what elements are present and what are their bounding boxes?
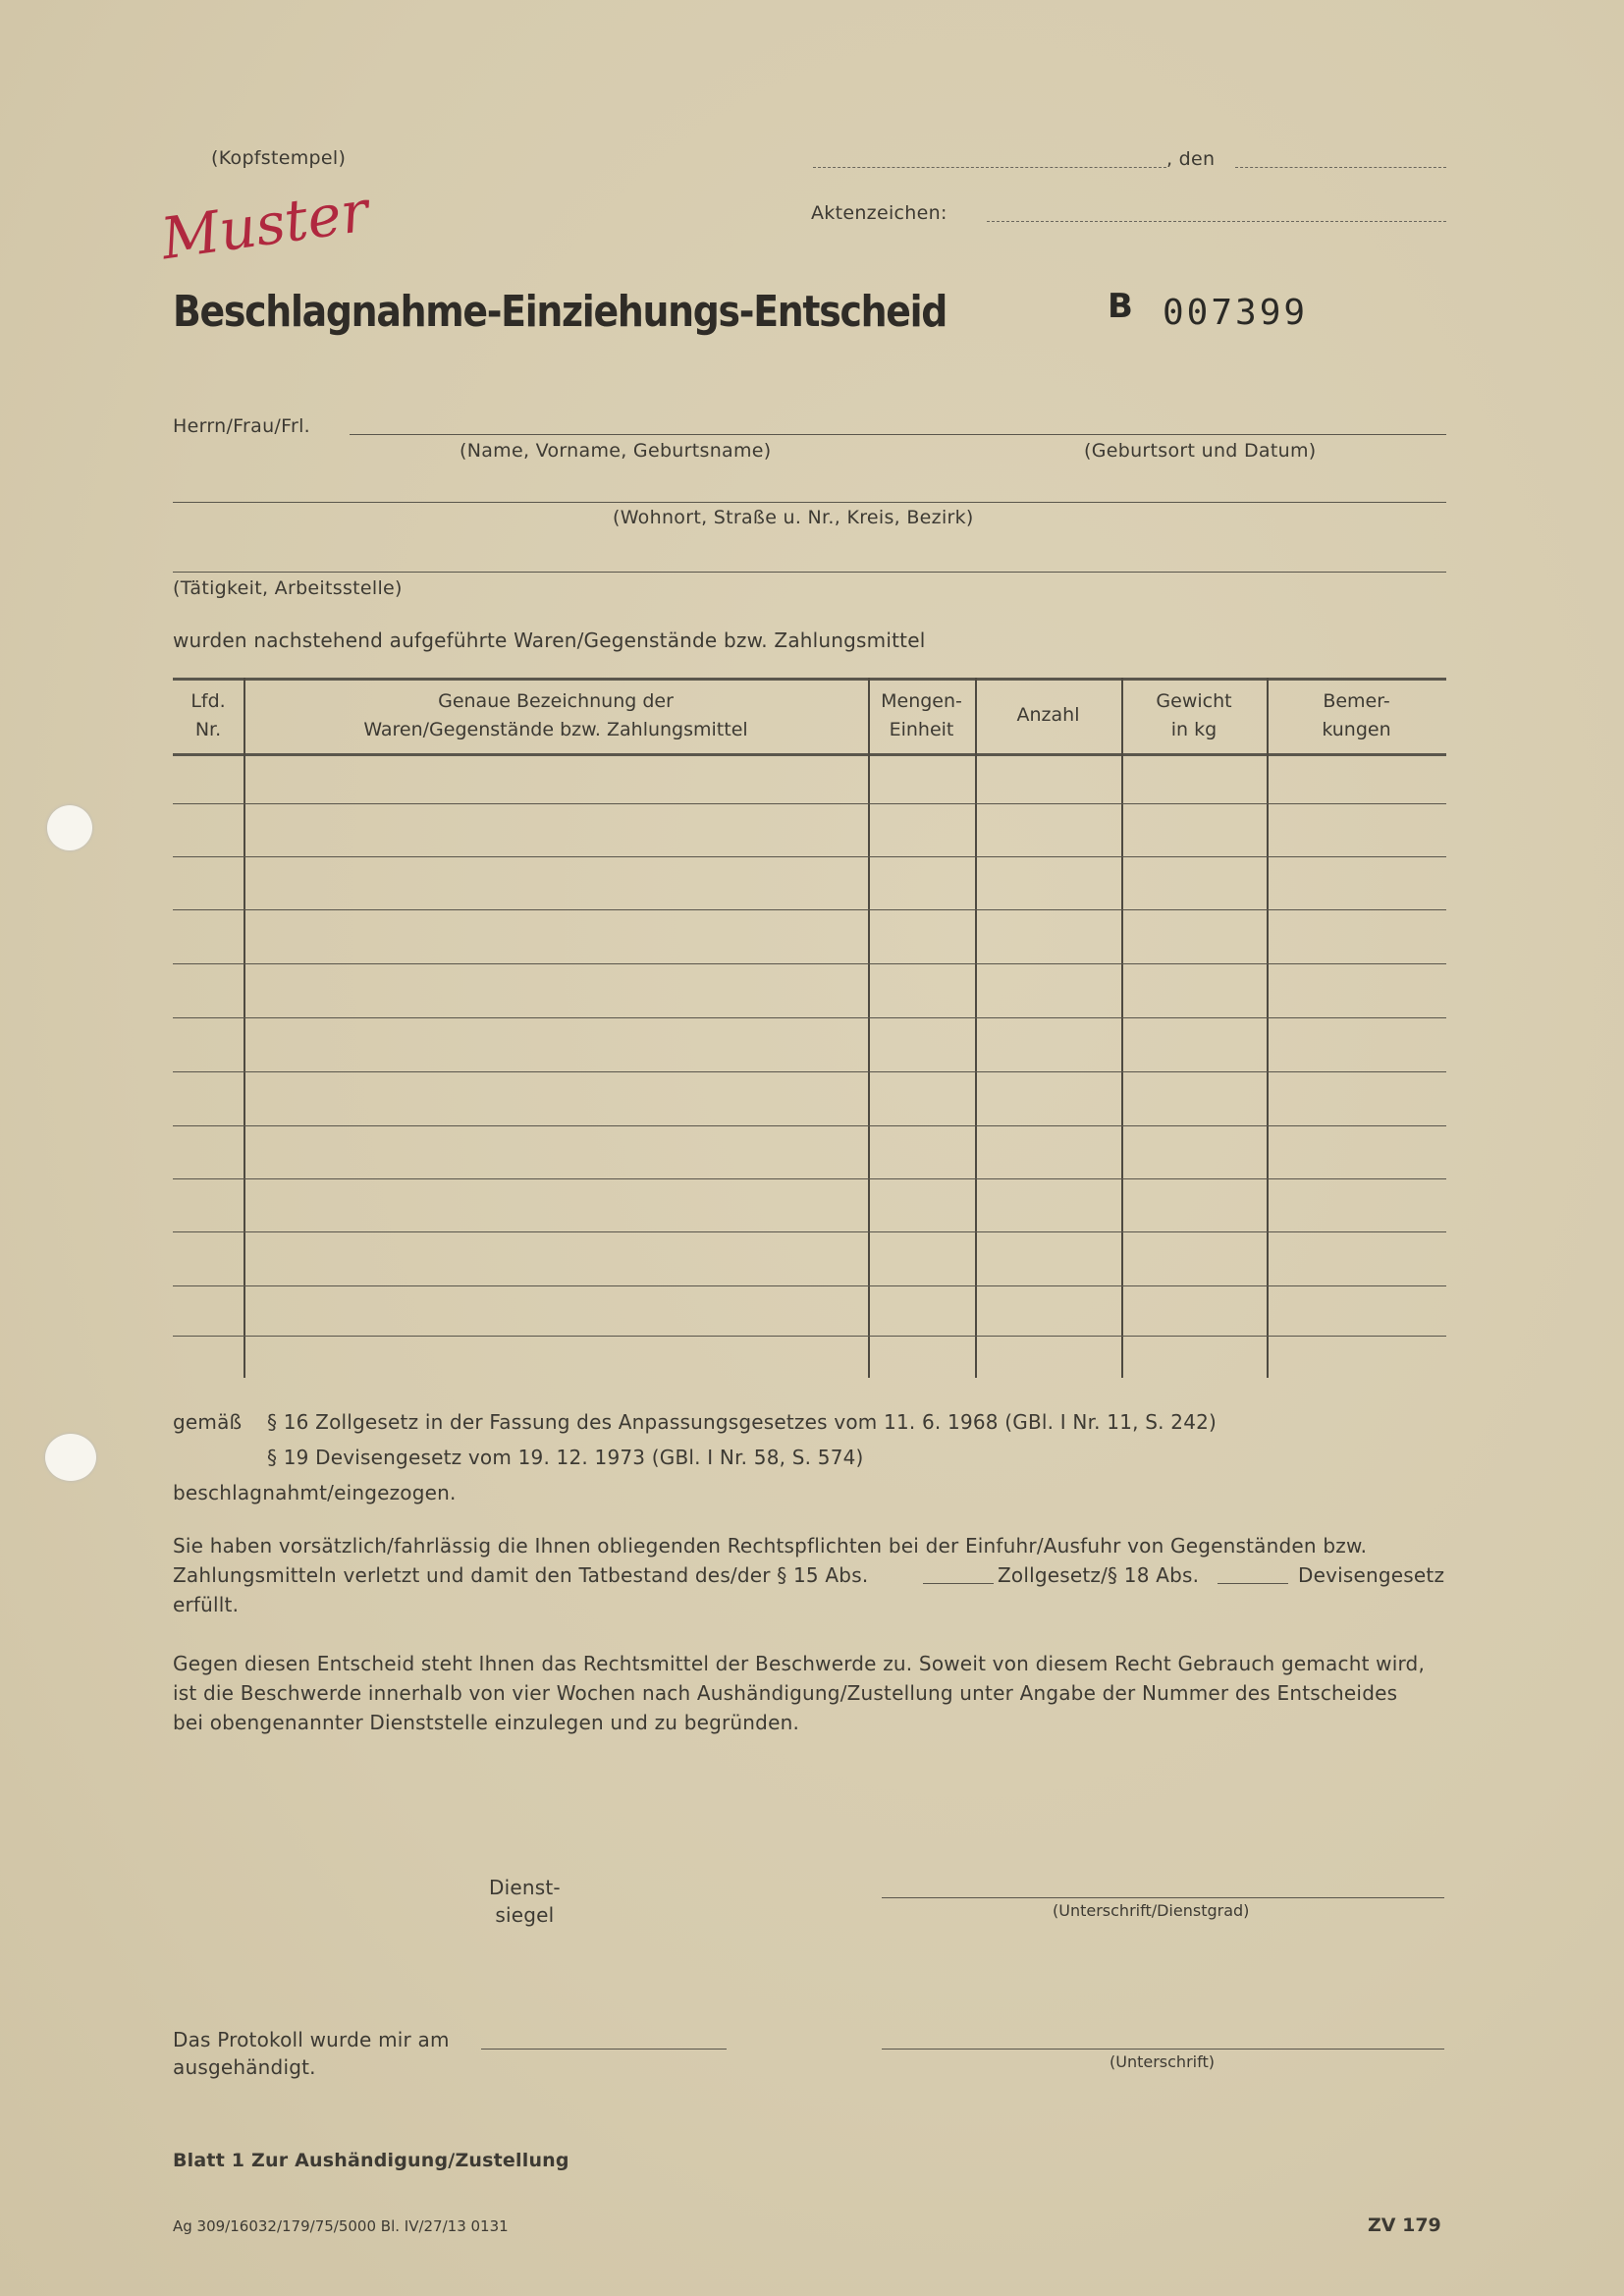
zoll-abs-field[interactable] <box>923 1583 994 1584</box>
dienstsiegel-l2: siegel <box>495 1903 555 1927</box>
table-row[interactable] <box>173 856 1446 857</box>
violation-line-2b: Zollgesetz/§ 18 Abs. <box>998 1563 1200 1587</box>
col-header-mengen: Mengen- <box>881 690 962 712</box>
kopfstempel-label: (Kopfstempel) <box>211 147 347 169</box>
seized-text: beschlagnahmt/eingezogen. <box>173 1481 457 1504</box>
col-header-kungen: kungen <box>1322 719 1391 740</box>
aktenzeichen-field[interactable] <box>987 221 1446 222</box>
col-header-einheit: Einheit <box>889 719 954 740</box>
table-col-divider <box>244 678 245 1378</box>
salutation-label: Herrn/Frau/Frl. <box>173 415 310 437</box>
violation-line-2a: Zahlungsmitteln verletzt und damit den Tatbestand des/der § 15 Abs. <box>173 1563 869 1587</box>
col-header-nr: Nr. <box>194 719 222 740</box>
print-code: Ag 309/16032/179/75/5000 Bl. IV/27/13 0131 <box>173 2217 509 2235</box>
table-row[interactable] <box>173 1017 1446 1018</box>
col-header-bemer: Bemer- <box>1323 690 1390 712</box>
address-field[interactable] <box>173 502 1446 503</box>
place-field[interactable] <box>813 167 1166 168</box>
table-col-divider <box>975 678 977 1378</box>
serial-number: 007399 <box>1163 293 1309 333</box>
table-top-border <box>173 678 1446 681</box>
col-header-anzahl: Anzahl <box>1016 704 1080 726</box>
officer-signature-hint: (Unterschrift/Dienstgrad) <box>1053 1901 1250 1920</box>
dienstsiegel-label <box>489 1874 561 1929</box>
table-row[interactable] <box>173 803 1446 804</box>
appeal-line-2: ist die Beschwerde innerhalb von vier Wochen nach Aushändigung/Zustellung unter Angabe der Nummer des Entscheides <box>173 1681 1398 1705</box>
name-field[interactable] <box>350 434 1446 435</box>
col-header-lfd-nr <box>173 687 244 744</box>
table-row[interactable] <box>173 1071 1446 1072</box>
officer-signature-field[interactable] <box>882 1897 1444 1898</box>
table-col-divider <box>1121 678 1123 1378</box>
table-row[interactable] <box>173 1178 1446 1179</box>
table-row[interactable] <box>173 909 1446 910</box>
protocol-date-field[interactable] <box>481 2049 727 2050</box>
den-label: , den <box>1166 148 1216 170</box>
birth-hint: (Geburtsort und Datum) <box>1084 440 1317 462</box>
blatt-label: Blatt 1 Zur Aushändigung/Zustellung <box>173 2150 569 2171</box>
table-row[interactable] <box>173 1231 1446 1232</box>
col-header-bemerkungen <box>1267 687 1446 744</box>
form-id: ZV 179 <box>1368 2214 1441 2236</box>
appeal-line-1: Gegen diesen Entscheid steht Ihnen das Rechtsmittel der Beschwerde zu. Soweit von diesem Recht Gebrauch gemacht wird, <box>173 1652 1426 1675</box>
table-header-border <box>173 753 1446 756</box>
table-col-divider <box>868 678 870 1378</box>
job-field[interactable] <box>173 572 1446 573</box>
col-header-gewicht-l1: Gewicht <box>1156 690 1232 712</box>
recipient-signature-hint: (Unterschrift) <box>1110 2052 1215 2071</box>
devisengesetz-ref: § 19 Devisengesetz vom 19. 12. 1973 (GBl. I Nr. 58, S. 574) <box>267 1446 864 1469</box>
punch-hole-top <box>47 805 92 850</box>
protocol-text <box>173 2026 450 2081</box>
gemaess-label: gemäß <box>173 1410 243 1434</box>
appeal-line-3: bei obengenannter Dienststelle einzulegen und zu begründen. <box>173 1711 800 1734</box>
dienstsiegel-l1: Dienst- <box>489 1876 561 1899</box>
intro-text: wurden nachstehend aufgeführte Waren/Gegenstände bzw. Zahlungsmittel <box>173 629 926 652</box>
col-header-bezeichnung-l2: Waren/Gegenstände bzw. Zahlungsmittel <box>363 719 748 740</box>
violation-line-2c: Devisengesetz <box>1298 1563 1445 1587</box>
protocol-line-2: ausgehändigt. <box>173 2055 316 2079</box>
protocol-line-1: Das Protokoll wurde mir am <box>173 2028 450 2051</box>
muster-handwriting: Muster <box>157 177 373 273</box>
table-row[interactable] <box>173 963 1446 964</box>
table-row[interactable] <box>173 1125 1446 1126</box>
col-header-lfd: Lfd. <box>190 690 226 712</box>
table-col-divider <box>1267 678 1269 1378</box>
date-field[interactable] <box>1235 167 1446 168</box>
aktenzeichen-label: Aktenzeichen: <box>811 202 947 224</box>
job-hint: (Tätigkeit, Arbeitsstelle) <box>173 577 403 599</box>
violation-line-3: erfüllt. <box>173 1593 240 1616</box>
recipient-signature-field[interactable] <box>882 2049 1444 2050</box>
zollgesetz-ref: § 16 Zollgesetz in der Fassung des Anpassungsgesetzes vom 11. 6. 1968 (GBl. I Nr. 11, S. 242) <box>267 1410 1218 1434</box>
col-header-mengeneinheit <box>868 687 975 744</box>
address-hint: (Wohnort, Straße u. Nr., Kreis, Bezirk) <box>613 507 974 528</box>
page-title: Beschlagnahme-Einziehungs-Entscheid <box>173 287 947 337</box>
name-hint: (Name, Vorname, Geburtsname) <box>460 440 772 462</box>
table-row[interactable] <box>173 1285 1446 1286</box>
table-row[interactable] <box>173 1336 1446 1337</box>
col-header-bezeichnung-l1: Genaue Bezeichnung der <box>438 690 674 712</box>
punch-hole-bottom <box>45 1434 96 1481</box>
series-letter: B <box>1108 287 1133 326</box>
devisen-abs-field[interactable] <box>1218 1583 1288 1584</box>
col-header-bezeichnung <box>244 687 868 744</box>
col-header-gewicht-l2: in kg <box>1170 719 1218 740</box>
violation-line-1: Sie haben vorsätzlich/fahrlässig die Ihnen obliegenden Rechtspflichten bei der Einfuhr/Ausfuhr von Gegenständen bzw. <box>173 1534 1368 1558</box>
col-header-gewicht <box>1121 687 1267 744</box>
